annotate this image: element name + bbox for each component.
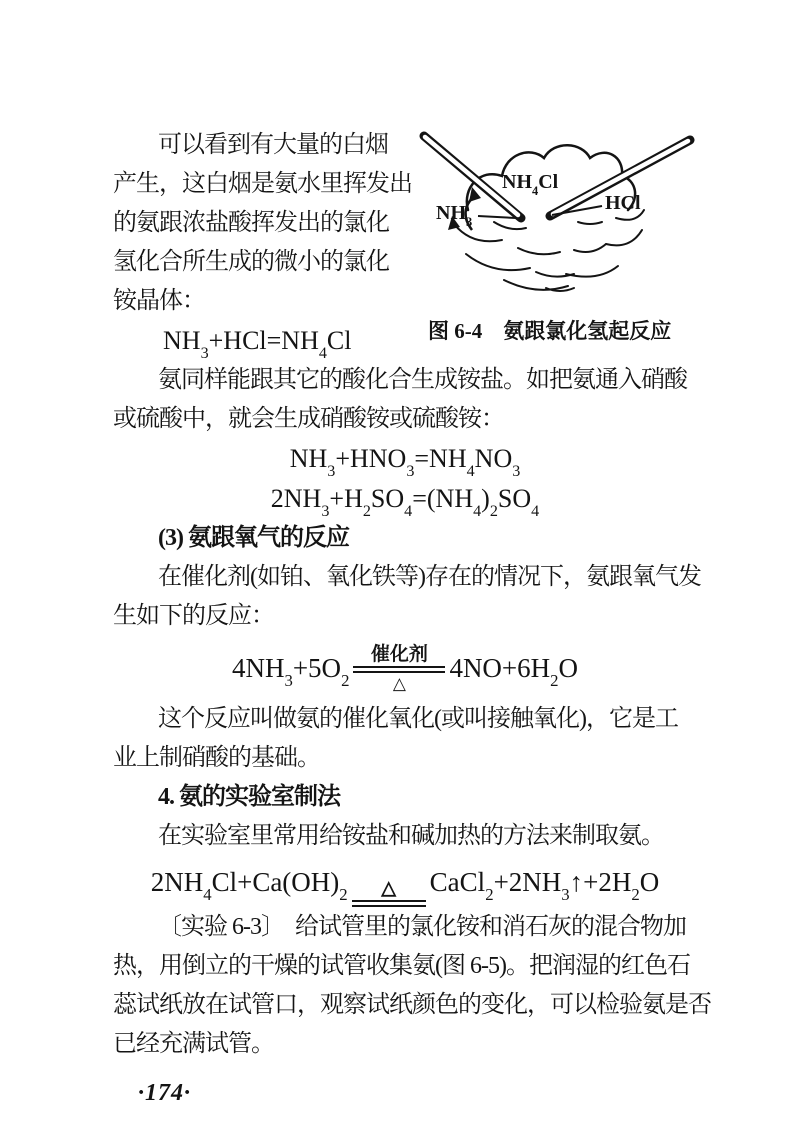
text-line: 氨同样能跟其它的酸化合生成铵盐。如把氨通入硝酸 xyxy=(158,367,687,393)
lab-method-paragraph: 在实验室里常用给铵盐和碱加热的方法来制取氨。 xyxy=(158,823,664,849)
text-line: 产生，这白烟是氨水里挥发出 xyxy=(113,171,412,197)
reaction-condition xyxy=(353,644,445,693)
text-line: 或硫酸中，就会生成硝酸铵或硫酸铵： xyxy=(113,406,504,432)
hcl-reagent-label: HCl xyxy=(605,192,641,214)
text-line: 氢化合所生成的微小的氯化 xyxy=(113,249,389,275)
equation-lab-preparation xyxy=(113,856,697,908)
equation-right-side: $4NO+6H_2O$ xyxy=(449,652,579,691)
text-line: 这个反应叫做氨的催化氧化(或叫接触氧化)，它是工 xyxy=(158,706,678,732)
equation-nh3-hno3: $NH_3+HNO_3=NH_4NO_3$ xyxy=(289,444,521,481)
double-bond-equals-bar xyxy=(352,900,426,907)
text-line: 已经充满试管。 xyxy=(113,1031,274,1057)
nh3-reagent-label: $NH_3$ xyxy=(436,202,473,230)
section-heading-oxygen-reaction: (3) 氨跟氧气的反应 xyxy=(158,525,349,551)
nh4cl-product-label: $NH_4Cl$ xyxy=(502,171,559,199)
section-heading-lab-preparation: 4. 氨的实验室制法 xyxy=(158,784,340,810)
equation-catalytic-oxidation xyxy=(113,636,697,700)
heat-triangle-icon: △ xyxy=(381,878,396,899)
heat-triangle-icon: △ xyxy=(392,673,406,693)
text-line: 在催化剂(如铂、氧化铁等)存在的情况下，氨跟氧气发 xyxy=(158,564,701,590)
catalytic-oxidation-paragraph xyxy=(113,700,697,778)
text-line: 热，用倒立的干燥的试管收集氨(图 6-5)。把润湿的红色石 xyxy=(113,953,690,979)
catalyst-condition-label: 催化剂 xyxy=(370,643,428,665)
figure-caption: 图 6-4 氨跟氯化氢起反应 xyxy=(428,319,672,343)
equation-nh3-hcl: $NH_3+HCl=NH_4Cl$ xyxy=(163,326,352,363)
equation-left-side: $4NH_3+5O_2$ xyxy=(231,652,350,691)
smoke-arcs xyxy=(454,210,644,291)
equation-left-side: $2NH_4Cl+Ca(OH)_2$ xyxy=(150,866,348,905)
figure-column xyxy=(428,126,697,361)
page-content xyxy=(113,126,711,1113)
page-number: ·174· xyxy=(138,1080,191,1106)
reaction-condition xyxy=(352,878,426,908)
text-line: 可以看到有大量的白烟 xyxy=(158,132,388,158)
catalyst-intro-paragraph xyxy=(113,558,701,636)
nh3-connector-line xyxy=(478,216,516,218)
double-bond-equals-bar xyxy=(353,666,445,673)
ammonium-salts-paragraph xyxy=(113,361,697,439)
intro-paragraph xyxy=(113,126,428,321)
intro-and-figure-row xyxy=(113,126,697,361)
text-line: 生如下的反应： xyxy=(113,603,274,629)
text-line: 业上制硝酸的基础。 xyxy=(113,745,320,771)
text-line: 的氨跟浓盐酸挥发出的氯化 xyxy=(113,210,389,236)
smoke-arrowhead-icon xyxy=(469,187,481,202)
equation-nh3-h2so4: $2NH_3+H_2SO_4=(NH_4)_2SO_4$ xyxy=(270,484,540,521)
figure-6-4 xyxy=(418,126,697,298)
text-line: 蕊试纸放在试管口，观察试纸颜色的变化，可以检验氨是否 xyxy=(113,992,711,1018)
intro-column xyxy=(113,126,428,361)
equation-right-side: $CaCl_2+2NH_3↑+2H_2O$ xyxy=(429,866,660,905)
text-line: 〔实验 6-3〕 给试管里的氯化铵和消石灰的混合物加 xyxy=(158,914,686,940)
experiment-6-3-paragraph xyxy=(113,908,711,1064)
text-line: 铵晶体： xyxy=(113,288,205,314)
